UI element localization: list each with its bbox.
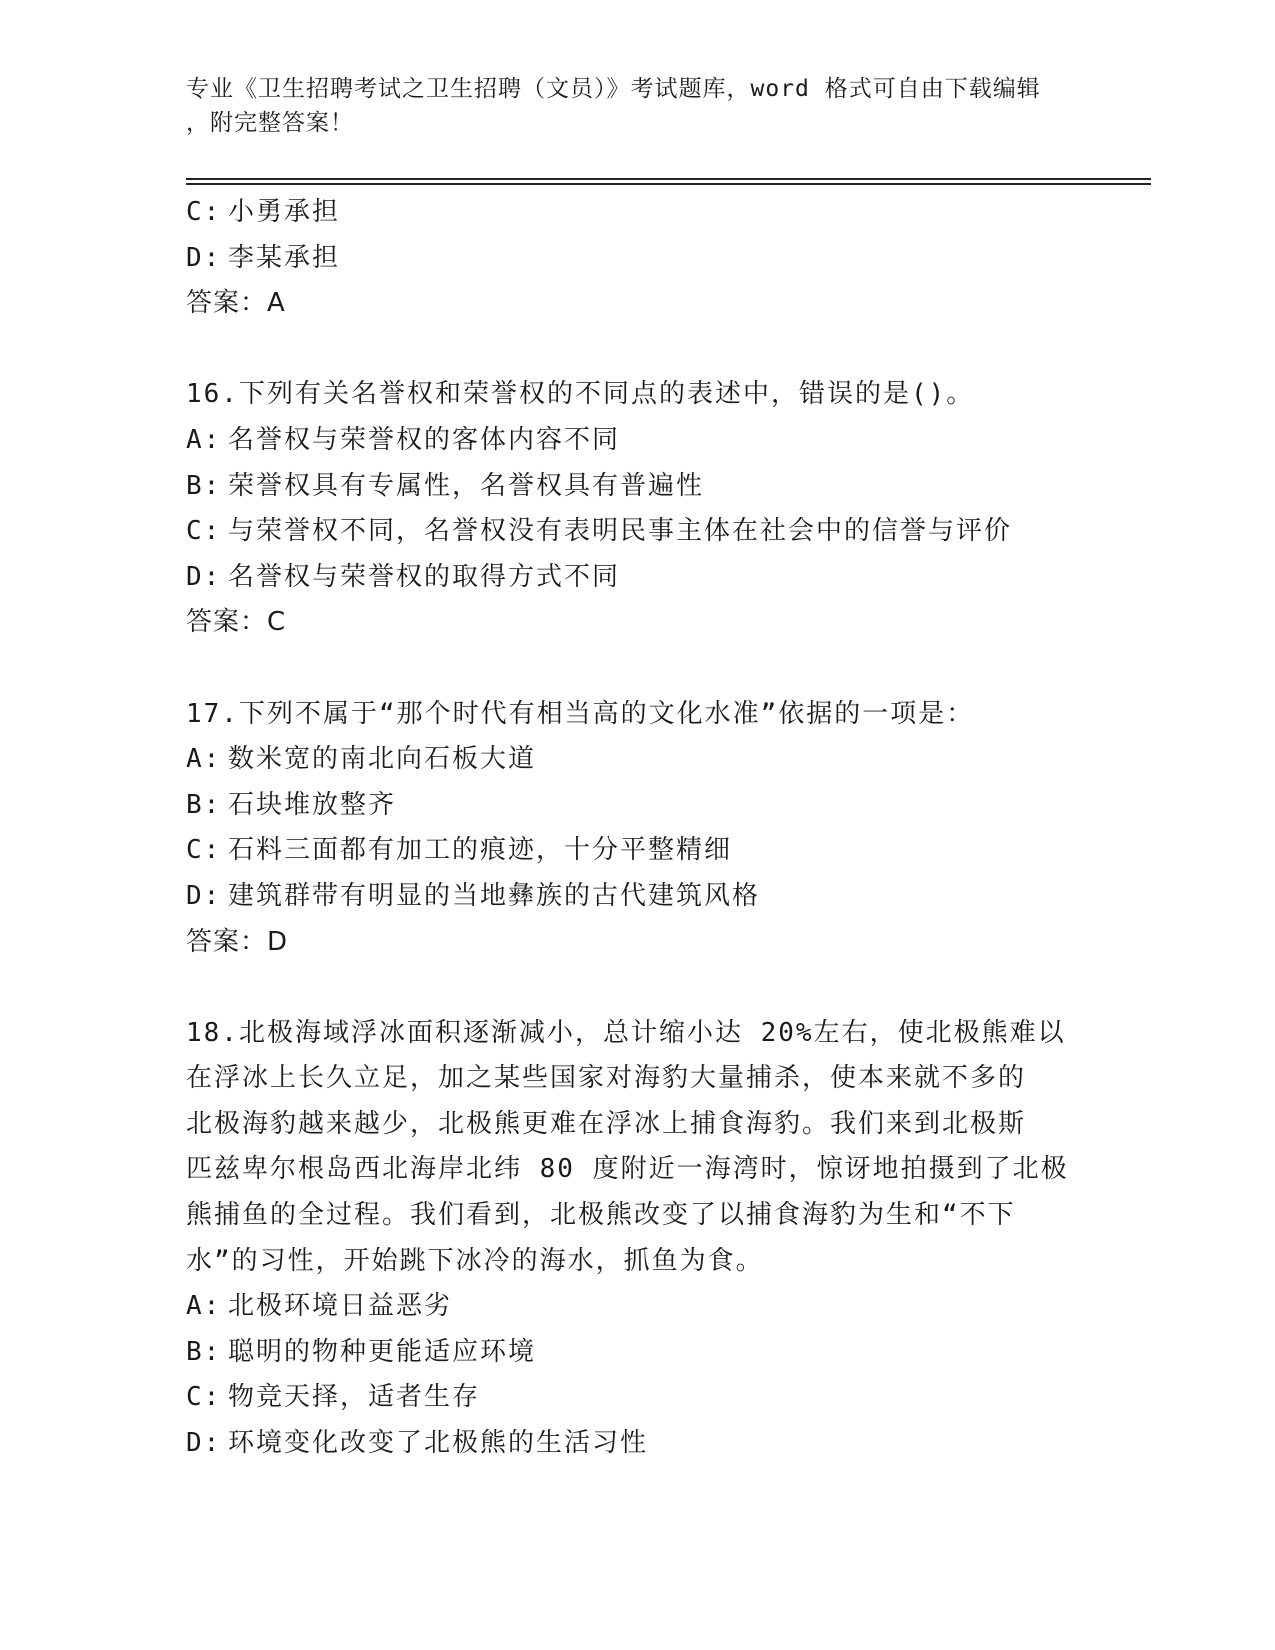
question-15-tail xyxy=(186,190,1086,327)
question-stem-line: 北极海豹越来越少，北极熊更难在浮冰上捕食海豹。我们来到北极斯 xyxy=(186,1108,1027,1139)
option-d: D: 名誉权与荣誉权的取得方式不同 xyxy=(186,561,621,592)
question-stem-line: 匹兹卑尔根岛西北海岸北纬 80 度附近一海湾时，惊讶地拍摄到了北极 xyxy=(186,1154,1069,1185)
answer-line: 答案：D xyxy=(186,926,289,957)
header-divider-top xyxy=(186,178,1151,180)
answer-line: 答案：C xyxy=(186,607,287,638)
option-c: C: 物竞天择，适者生存 xyxy=(186,1382,481,1413)
question-stem-line: 18.北极海域浮冰面积逐渐减小，总计缩小达 20%左右，使北极熊难以 xyxy=(186,1017,1066,1048)
header-line-2: ，附完整答案！ xyxy=(186,110,354,136)
option-b: B: 石块堆放整齐 xyxy=(186,789,397,820)
option-d: D: 建筑群带有明显的当地彝族的古代建筑风格 xyxy=(186,880,761,911)
option-d: D: 李某承担 xyxy=(186,242,341,273)
spacer xyxy=(186,327,1086,373)
spacer xyxy=(186,965,1086,1011)
option-c: C: 石料三面都有加工的痕迹，十分平整精细 xyxy=(186,835,733,866)
question-18 xyxy=(186,1011,1086,1467)
spacer xyxy=(186,646,1086,692)
answer-line: 答案：A xyxy=(186,288,286,319)
question-stem: 17.下列不属于“那个时代有相当高的文化水准”依据的一项是： xyxy=(186,698,975,729)
question-stem-line: 熊捕鱼的全过程。我们看到，北极熊改变了以捕食海豹为生和“不下 xyxy=(186,1200,1016,1231)
question-list xyxy=(186,190,1086,1467)
question-stem-line: 水”的习性，开始跳下冰冷的海水，抓鱼为食。 xyxy=(186,1245,764,1276)
option-d: D: 环境变化改变了北极熊的生活习性 xyxy=(186,1428,649,1459)
option-a: A: 名誉权与荣誉权的客体内容不同 xyxy=(186,424,621,455)
header-line-1: 专业《卫生招聘考试之卫生招聘（文员）》考试题库，word 格式可自由下载编辑 xyxy=(186,76,1041,102)
option-c: C: 小勇承担 xyxy=(186,197,341,227)
option-a: A: 北极环境日益恶劣 xyxy=(186,1291,453,1322)
question-stem-line: 在浮冰上长久立足，加之某些国家对海豹大量捕杀，使本来就不多的 xyxy=(186,1063,1027,1094)
question-17 xyxy=(186,692,1086,966)
option-c: C: 与荣誉权不同，名誉权没有表明民事主体在社会中的信誉与评价 xyxy=(186,516,1013,547)
option-a: A: 数米宽的南北向石板大道 xyxy=(186,744,537,775)
option-b: B: 聪明的物种更能适应环境 xyxy=(186,1336,537,1367)
header-divider-bottom xyxy=(186,183,1151,185)
option-b: B: 荣誉权具有专属性，名誉权具有普遍性 xyxy=(186,470,705,501)
document-header xyxy=(186,72,1086,140)
question-stem: 16.下列有关名誉权和荣誉权的不同点的表述中，错误的是()。 xyxy=(186,379,975,410)
question-16 xyxy=(186,372,1086,646)
